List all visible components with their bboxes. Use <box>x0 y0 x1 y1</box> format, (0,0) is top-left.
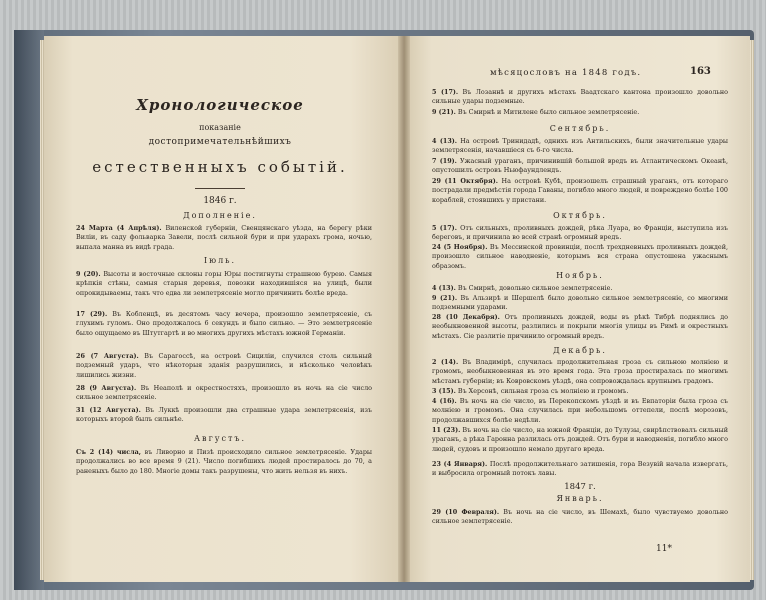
title-line-4: естественныхъ событiй. <box>92 158 348 176</box>
year-heading: 1846 г. <box>203 196 237 206</box>
chronicle-entry <box>76 448 372 476</box>
entry-date: 24 Марта (4 Апрѣля). <box>76 224 162 232</box>
section-heading: Августъ. <box>194 434 246 443</box>
entry-date: 29 (11 Октября). <box>432 177 498 185</box>
chronicle-entry <box>432 387 728 396</box>
entry-date: 7 (19). <box>432 157 457 165</box>
entry-text: Въ ночь на сiе число, на южной Францiи, до Тулузы, свирѣпствовалъ сильный ураганъ, а рѣка Гаронна разлилась отъ дождей. Отъ бури и наводненiя, погибло много людей, судовъ и произошло немало другаго вреда. <box>432 426 728 453</box>
entry-text: Въ Смирнѣ и Митилене было сильное землетрясенiе. <box>457 108 640 116</box>
chronicle-entry <box>432 137 728 156</box>
entry-text: Въ ночь на сiе число, въ Шемахѣ, было чувствуемо довольно сильное землетрясенiе. <box>432 508 728 526</box>
title-line-3: достопримечательнѣйшихъ <box>148 137 292 147</box>
chronicle-entry <box>76 224 372 252</box>
entry-text: На островѣ Кубѣ, произошелъ страшный ураганъ, отъ котораго пострадали предмѣстiя города Гаваны, погибло много людей, и повреждено болѣе 100 кораблей, стоявшихъ у пристани. <box>432 177 728 204</box>
entry-text: Послѣ продолжительнаго затишенiя, гора Везувiй начала извергать, и выбросила огромный потокъ лавы. <box>432 460 728 478</box>
entry-date: 23 (4 Января). <box>432 460 488 468</box>
chronicle-entry <box>432 358 728 386</box>
chronicle-entry <box>432 243 728 271</box>
left-page <box>44 36 404 582</box>
entry-text: Ужасный ураганъ, причинившiй большой вредъ въ Атлантическомъ Океанѣ, опустошилъ островъ Ньюфаундлендъ. <box>432 157 728 175</box>
entry-text: Виленской губернiи, Свенцянскаго уѣзда, на берегу рѣки Вилiи, въ саду фольварка Завели, послѣ сильной бури и при ударахъ грома, ночью, выпала манна въ видѣ града. <box>76 224 372 251</box>
entry-text: Въ Лозаннѣ и другихъ мѣстахъ Ваадтскаго кантона произошло довольно сильные удары подземные. <box>432 88 728 106</box>
entry-date: 9 (21). <box>432 294 458 302</box>
chronicle-entry <box>432 284 728 293</box>
entry-date: 4 (13). <box>432 137 458 145</box>
title-line-2: показанiе <box>199 123 241 132</box>
entry-text: въ Ливорно и Пизѣ происходило сильное землетрясенiе. Удары продолжались во все время 9 (21). Число погибшихъ людей простиралось до 70, а раненыхъ было до 180. Многiе домы такъ разрушены, что жить нельзя въ нихъ. <box>76 448 372 475</box>
chronicle-entry <box>432 426 728 454</box>
chronicle-entry <box>76 406 372 425</box>
chronicle-entry <box>432 108 728 117</box>
entry-text: Въ ночь на сiе число, въ Перекопскомъ уѣздѣ и въ Евпаторiи была гроза съ молнiею и громомъ. Она случилась при небольшомъ оттепели, послѣ морозовъ, продолжавшихся болѣе недѣли. <box>432 397 728 424</box>
section-heading: Iюль. <box>203 256 237 265</box>
entry-date: 4 (13). <box>432 284 456 292</box>
section-heading: Сентябрь. <box>549 124 611 133</box>
chronicle-entry <box>432 224 728 243</box>
chronicle-entry <box>432 88 728 107</box>
year-heading: 1847 г. <box>564 482 596 492</box>
entry-date: 3 (15). <box>432 387 456 395</box>
page-number: 163 <box>690 66 711 77</box>
entry-text: Въ Неаполѣ и окрестностяхъ, произошло въ ночь на сiе число сильное землетрясенiе. <box>76 384 372 402</box>
chronicle-entry <box>76 384 372 403</box>
chronicle-entry <box>432 460 728 479</box>
title-rule <box>195 188 245 189</box>
entry-date: 26 (7 Августа). <box>76 352 139 360</box>
chronicle-entry <box>432 157 728 176</box>
page-title: Хронологическое <box>136 96 304 114</box>
entry-date: 5 (17). <box>432 224 457 232</box>
entry-text: Въ Кобленцѣ, въ десятомъ часу вечера, произошло землетрясенiе, съ глухимъ гуломъ. Оно продолжалось 6 секундъ и было сильно. — Это землетрясенiе было ощущаемо въ Штутгартѣ и во многихъ другихъ мѣстахъ южной Германiи. <box>76 310 372 337</box>
section-heading: Дополненiе. <box>183 211 257 220</box>
entry-date: 28 (9 Августа). <box>76 384 137 392</box>
entry-date: 9 (21). <box>432 108 456 116</box>
chronicle-entry <box>432 294 728 313</box>
chronicle-entry <box>76 310 372 338</box>
section-heading: Октябрь. <box>553 211 607 220</box>
entry-text: На островѣ Тринидадѣ, однихъ изъ Антильскихъ, были значительные удары землетрясенiя, начавшiеся съ 6-го числа. <box>432 137 728 155</box>
entry-text: Въ Владимiрѣ, случилась продолжительная гроза съ сильною молнiею и громомъ, необыкновенная въ это время года. Эта гроза простиралась по многимъ мѣстамъ губернiи; въ Ковровскомъ уѣздѣ, она сопровождалась крупнымъ градомъ. <box>432 358 728 385</box>
entry-date: 9 (20). <box>76 270 101 278</box>
entry-date: 11 (23). <box>432 426 461 434</box>
entry-text: Высоты и восточные склоны горы Юры постигнуты страшною бурею. Самыя крѣпкiя стѣны, самыя старыя деревья, повозки находившiяся на улицѣ, были опрокидываемы, такъ что едва ли землетрясенiе могло причинить болѣе вреда. <box>76 270 372 297</box>
chronicle-entry <box>76 352 372 380</box>
entry-date: 29 (10 Февраля). <box>432 508 500 516</box>
chronicle-entry <box>432 508 728 527</box>
entry-text: Въ Херсонѣ, сильная гроза съ молнiею и громомъ. <box>457 387 629 395</box>
chronicle-entry <box>432 397 728 425</box>
entry-text: Въ Смирнѣ, довольно сильное землетрясенiе. <box>457 284 613 292</box>
entry-date: 17 (29). <box>76 310 108 318</box>
entry-text: Въ Мессинской провинцiи, послѣ трехдневныхъ проливныхъ дождей, произошло сильное наводненiе, которымъ вся страна опустошена ужаснымъ образомъ. <box>432 243 728 270</box>
section-heading: Январь. <box>556 494 604 503</box>
running-head: мѣсяцословъ на 1848 годъ. <box>490 68 642 78</box>
entry-date: 31 (12 Августа). <box>76 406 141 414</box>
entry-text: Въ Сарагоссѣ, на островѣ Сицилiи, случился столь сильный подземный ударъ, что нѣкоторыя зданiя разрушились, и нѣсколько человѣкъ лишились жизни. <box>76 352 372 379</box>
entry-text: Въ Альзирѣ и Шершелѣ было довольно сильное землетрясенiе, со многими подземными ударами. <box>432 294 728 312</box>
section-heading: Декабрь. <box>553 346 607 355</box>
book-gutter <box>398 36 410 582</box>
entry-date: 24 (5 Ноября). <box>432 243 488 251</box>
entry-text: Отъ сильныхъ, проливныхъ дождей, рѣка Луара, во Францiи, выступила изъ береговъ, и причинила во всей странѣ огромный вредъ. <box>432 224 728 242</box>
entry-date: 28 (10 Декабря). <box>432 313 500 321</box>
entry-date: 4 (16). <box>432 397 457 405</box>
entry-text: Въ Луккѣ произошли два страшные удара землетрясенiя, изъ которыхъ второй былъ сильнѣе. <box>76 406 372 424</box>
entry-date: 2 (14). <box>432 358 459 366</box>
chronicle-entry <box>432 177 728 205</box>
section-heading: Ноябрь. <box>556 271 604 280</box>
chronicle-entry <box>432 313 728 341</box>
entry-date: 5 (17). <box>432 88 459 96</box>
chronicle-entry <box>76 270 372 298</box>
printer-signature: 11* <box>656 544 672 554</box>
entry-text: Отъ проливныхъ дождей, воды въ рѣкѣ Тибрѣ поднялись до необыкновенной высоты, разлились и покрыли многiя улицы въ Римѣ и окрестныхъ мѣстахъ. Сiе разлитiе причинило огромный вредъ. <box>432 313 728 340</box>
entry-date: Съ 2 (14) числа, <box>76 448 142 456</box>
